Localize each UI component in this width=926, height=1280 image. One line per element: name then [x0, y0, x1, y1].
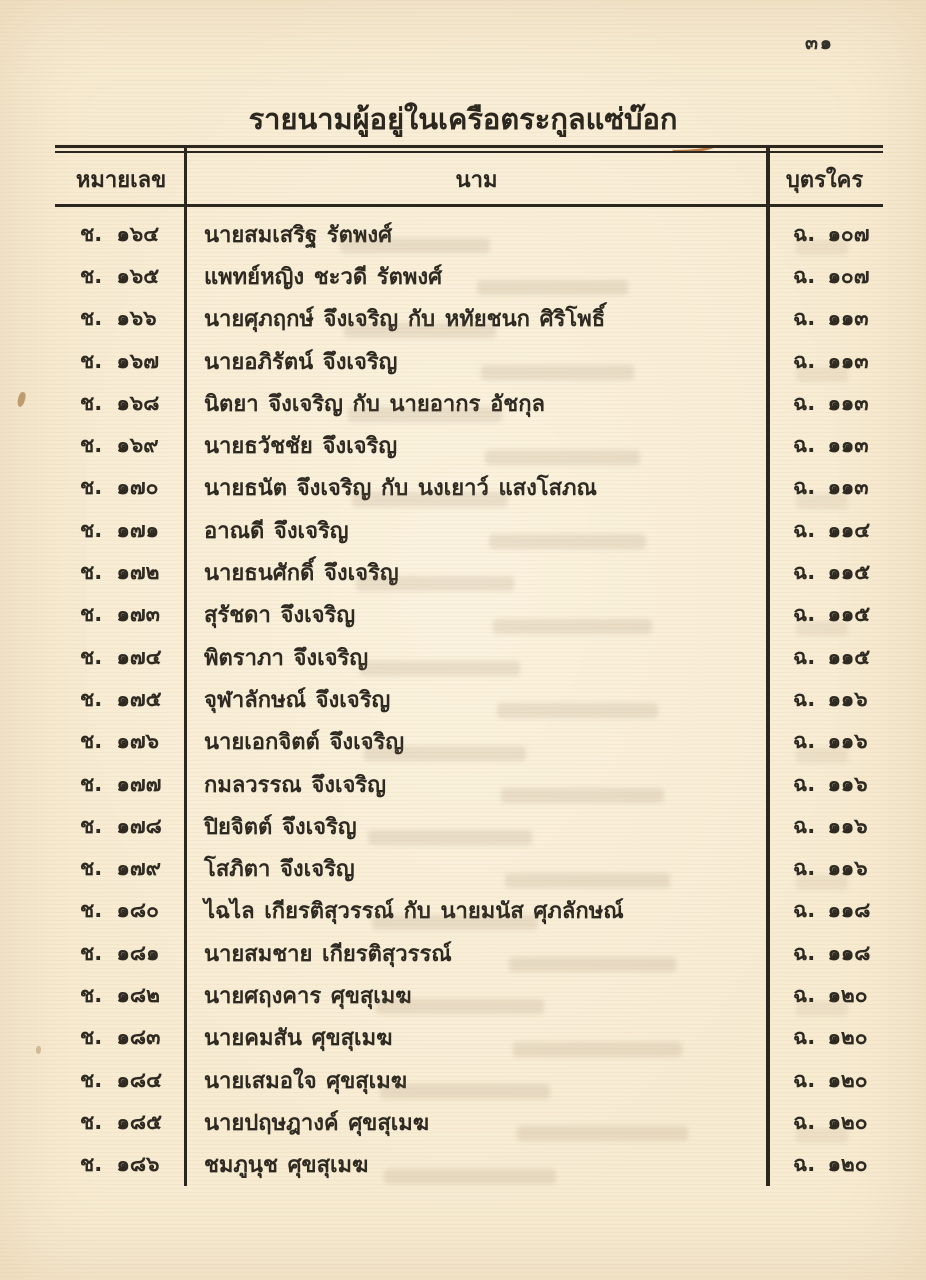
- showthrough-smudge: [372, 915, 538, 930]
- member-name: นายธนัต จึงเจริญ กับ นงเยาว์ แสงโสภณ: [204, 476, 597, 502]
- paper-speck: [36, 1046, 41, 1054]
- member-name: นายศฤงคาร ศุขสุเมฆ: [204, 983, 412, 1009]
- paper-speck: [17, 391, 27, 407]
- member-name: นายธวัชชัย จึงเจริญ: [204, 434, 398, 460]
- member-number: ช. ๑๗๔: [80, 644, 162, 669]
- member-child-of: ฉ. ๑๑๖: [793, 813, 868, 838]
- showthrough-smudge: [368, 830, 532, 845]
- member-child-of: ฉ. ๑๒๐: [793, 1109, 868, 1134]
- member-number: ช. ๑๗๒: [80, 560, 160, 585]
- member-child-of: ฉ. ๑๑๘: [793, 898, 871, 923]
- showthrough-smudge: [340, 238, 490, 253]
- member-name: ปิยจิตต์ จึงเจริญ: [204, 814, 357, 840]
- table-row: [55, 594, 883, 636]
- showthrough-smudge: [796, 1001, 848, 1016]
- table-top-rule-thin: [55, 151, 883, 153]
- member-number: ช. ๑๘๐: [80, 898, 159, 923]
- table-row: [55, 1101, 883, 1143]
- member-name: พิตราภา จึงเจริญ: [204, 645, 369, 671]
- member-child-of: ฉ. ๑๑๓: [793, 433, 869, 458]
- member-child-of: ฉ. ๑๑๓: [793, 475, 869, 500]
- member-name: นายธนศักดิ์ จึงเจริญ: [204, 561, 399, 587]
- member-child-of: ฉ. ๑๑๖: [793, 771, 868, 796]
- showthrough-smudge: [477, 280, 628, 295]
- member-name: สุรัชดา จึงเจริญ: [204, 603, 356, 629]
- table-top-rule: [55, 145, 883, 148]
- member-child-of: ฉ. ๑๑๘: [793, 940, 871, 965]
- page-title: รายนามผู้อยู่ในเครือตระกูลแซ่บ๊อก: [248, 102, 678, 136]
- member-name: จุฬาลักษณ์ จึงเจริญ: [204, 687, 391, 713]
- page-number: ๓๑: [804, 32, 834, 54]
- showthrough-smudge: [489, 534, 646, 549]
- showthrough-smudge: [513, 1042, 682, 1057]
- showthrough-smudge: [796, 875, 848, 890]
- member-name: นายสมเสริฐ รัตพงศ์: [204, 222, 393, 248]
- showthrough-smudge: [352, 492, 508, 507]
- member-number: ช. ๑๗๘: [80, 813, 162, 838]
- member-number: ช. ๑๘๒: [80, 982, 160, 1007]
- showthrough-smudge: [796, 240, 848, 255]
- showthrough-smudge: [485, 450, 640, 465]
- table-row: [55, 340, 883, 382]
- header-child-of: บุตรใคร: [785, 167, 864, 193]
- table-row: [55, 509, 883, 551]
- member-number: ช. ๑๘๕: [80, 1109, 162, 1134]
- table-row: [55, 763, 883, 805]
- showthrough-smudge: [501, 788, 664, 803]
- table-row: [55, 678, 883, 720]
- member-name: นายเสมอใจ ศุขสุเมฆ: [204, 1068, 408, 1094]
- showthrough-smudge: [376, 999, 544, 1014]
- member-child-of: ฉ. ๑๑๔: [793, 517, 871, 542]
- member-child-of: ฉ. ๑๒๐: [793, 1152, 868, 1177]
- member-number: ช. ๑๖๕: [80, 263, 160, 288]
- member-number: ช. ๑๘๖: [80, 1152, 160, 1177]
- showthrough-smudge: [348, 407, 502, 422]
- showthrough-smudge: [796, 1128, 848, 1143]
- showthrough-smudge: [505, 873, 670, 888]
- member-name: อาณดี จึงเจริญ: [204, 518, 349, 544]
- member-number: ช. ๑๗๕: [80, 686, 162, 711]
- showthrough-smudge: [481, 365, 634, 380]
- table-row: [55, 255, 883, 297]
- member-name: กมลวรรณ จึงเจริญ: [204, 772, 386, 798]
- member-number: ช. ๑๗๑: [80, 517, 159, 542]
- showthrough-smudge: [517, 1126, 688, 1141]
- member-name: นายเอกจิตต์ จึงเจริญ: [204, 730, 405, 756]
- member-name: นายศุภฤกษ์ จึงเจริญ กับ หทัยชนก ศิริโพธิ์: [204, 307, 606, 333]
- showthrough-smudge: [384, 1169, 556, 1184]
- member-child-of: ฉ. ๑๑๕: [793, 644, 871, 669]
- member-number: ช. ๑๗๓: [80, 602, 161, 627]
- member-number: ช. ๑๗๖: [80, 729, 159, 754]
- member-child-of: ฉ. ๑๑๖: [793, 686, 868, 711]
- showthrough-smudge: [796, 494, 848, 509]
- table-row: [55, 424, 883, 466]
- member-name: ไฉไล เกียรติสุวรรณ์ กับ นายมนัส ศุภลักษณ์: [204, 899, 624, 925]
- showthrough-smudge: [344, 323, 496, 338]
- member-name: นายสมชาย เกียรติสุวรรณ์: [204, 941, 452, 967]
- header-bottom-rule: [55, 204, 883, 207]
- member-child-of: ฉ. ๑๒๐: [793, 982, 868, 1007]
- showthrough-smudge: [796, 748, 848, 763]
- member-number: ช. ๑๘๑: [80, 940, 160, 965]
- member-number: ช. ๑๗๗: [80, 771, 162, 796]
- showthrough-smudge: [497, 703, 658, 718]
- table-row: [55, 847, 883, 889]
- member-child-of: ฉ. ๑๑๓: [793, 390, 869, 415]
- member-number: ช. ๑๘๓: [80, 1025, 161, 1050]
- member-name: แพทย์หญิง ชะวดี รัตพงศ์: [204, 264, 443, 290]
- member-name: นายอภิรัตน์ จึงเจริญ: [204, 349, 398, 375]
- member-child-of: ฉ. ๑๐๗: [793, 263, 870, 288]
- member-name: นิตยา จึงเจริญ กับ นายอากร อัชกุล: [204, 391, 546, 417]
- member-child-of: ฉ. ๑๒๐: [793, 1025, 868, 1050]
- member-number: ช. ๑๖๖: [80, 306, 157, 331]
- member-child-of: ฉ. ๑๒๐: [793, 1067, 868, 1092]
- header-name: นาม: [455, 167, 498, 193]
- table-header: [55, 154, 883, 204]
- member-name: นายคมสัน ศุขสุเมฆ: [204, 1026, 393, 1052]
- table-row: [55, 932, 883, 974]
- member-child-of: ฉ. ๑๐๗: [793, 221, 870, 246]
- showthrough-smudge: [796, 367, 848, 382]
- header-number: หมายเลข: [75, 167, 167, 193]
- member-number: ช. ๑๖๙: [80, 433, 159, 458]
- member-number: ช. ๑๖๗: [80, 348, 159, 373]
- showthrough-smudge: [493, 619, 652, 634]
- member-number: ช. ๑๗๙: [80, 856, 162, 881]
- member-name: นายปฤษฎางค์ ศุขสุเมฆ: [204, 1110, 430, 1136]
- member-child-of: ฉ. ๑๑๖: [793, 729, 868, 754]
- member-child-of: ฉ. ๑๑๕: [793, 560, 871, 585]
- member-child-of: ฉ. ๑๑๖: [793, 856, 868, 881]
- showthrough-smudge: [509, 957, 676, 972]
- member-child-of: ฉ. ๑๑๓: [793, 306, 869, 331]
- showthrough-smudge: [360, 661, 520, 676]
- member-number: ช. ๑๖๘: [80, 390, 160, 415]
- showthrough-smudge: [380, 1084, 550, 1099]
- member-child-of: ฉ. ๑๑๓: [793, 348, 869, 373]
- showthrough-smudge: [796, 621, 848, 636]
- table-row: [55, 1017, 883, 1059]
- member-child-of: ฉ. ๑๑๕: [793, 602, 871, 627]
- showthrough-smudge: [364, 746, 526, 761]
- member-number: ช. ๑๗๐: [80, 475, 159, 500]
- member-name: โสภิตา จึงเจริญ: [204, 857, 355, 883]
- member-name: ชมภูนุช ศุขสุเมฆ: [204, 1153, 369, 1179]
- table-body: [55, 213, 883, 1186]
- member-number: ช. ๑๖๔: [80, 221, 160, 246]
- member-number: ช. ๑๘๔: [80, 1067, 162, 1092]
- showthrough-smudge: [356, 576, 514, 591]
